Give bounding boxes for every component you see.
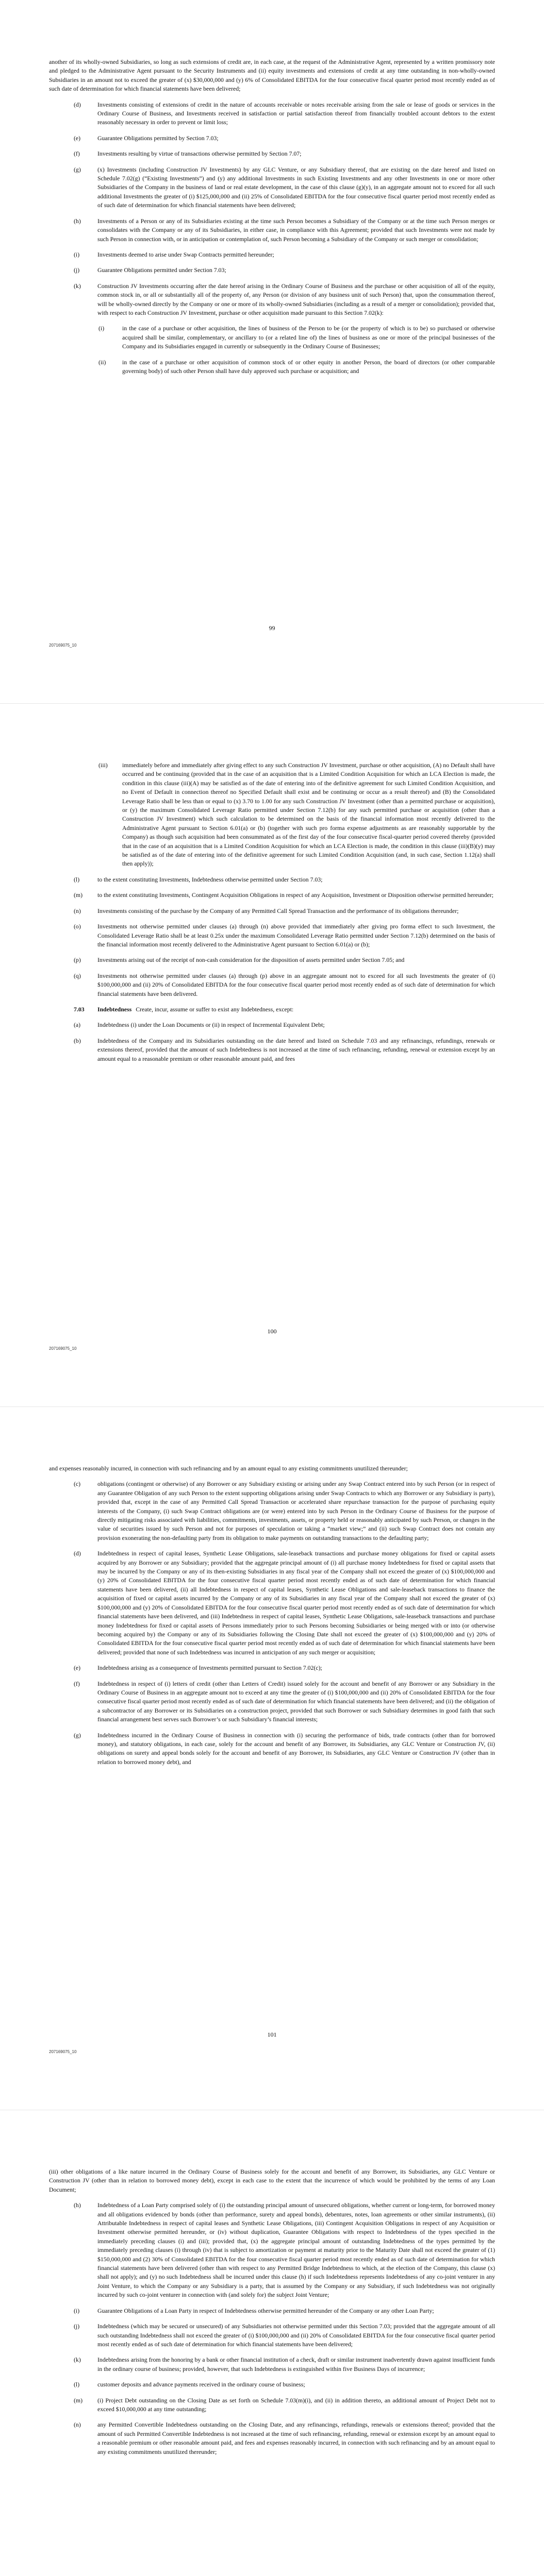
clause-marker: (g): [74, 1731, 81, 1739]
clause-marker: (b): [74, 1037, 81, 1044]
clause-marker: (f): [74, 1680, 80, 1687]
page-body: [49, 58, 495, 382]
document-page: [0, 2110, 544, 2576]
clause-marker: (i): [74, 2307, 80, 2314]
page-body: [49, 2167, 495, 2463]
clause: [74, 2420, 495, 2456]
clause-text: in the case of a purchase or other acquisition, the lines of business of the Person to be (or the property of which is to be) so purchased or otherwise acquired shall be similar, complementary, or ancillary to (or a related line of) the lines of business as one or more of the principal businesses of the Company and its Subsidiaries engaged in currently or subsequently in the Ordinary Course of Businesses;: [122, 325, 495, 350]
clause-text: customer deposits and advance payments received in the ordinary course of business;: [97, 2381, 305, 2388]
document-id-footer: 207169075_10: [49, 643, 77, 648]
clause-marker: (iii): [98, 761, 108, 769]
clause-marker: (i): [98, 325, 105, 332]
clause-text: Indebtedness (which may be secured or unsecured) of any Subsidiaries not otherwise permitted under this Section 7.03; provided that the aggregate amount of all such outstanding Indebtedness shall not exceed the greater of (i) $100,000,000 and (ii) 20% of Consolidated EBITDA for the four consecutive fiscal quarter period most recently ended as of such date of determination for which financial statements have been delivered;: [97, 2323, 495, 2348]
clause-text: Guarantee Obligations permitted under Section 7.03;: [97, 266, 226, 274]
clause-text: in the case of a purchase or other acquisition of common stock of or other equity in another Person, the board of directors (or other comparable governing body) of such other Person shall have duly approved such purchase or acquisition; and: [122, 358, 495, 375]
clause: [74, 165, 495, 210]
clause-text: Investments not otherwise permitted under clauses (a) through (p) above in an aggregate amount not to exceed for all such Investments the greater of (i) $100,000,000 and (ii) 20% of Consolidated EBITDA for the four consecutive fiscal quarter period most recently ended as of such date of determination for which financial statements have been delivered.: [97, 972, 495, 997]
clause-marker: (a): [74, 1021, 81, 1029]
page-number: 101: [267, 2031, 277, 2038]
clause-text: Investments not otherwise permitted under clauses (a) through (n) above provided that immediately after giving pro forma effect to such Investment, the Consolidated Leverage Ratio shall be at least 0.25x under the maximum Consolidated Leverage Ratio permitted under Section 7.12(b) determined on the basis of the financial information most recently delivered to the Administrative Agent pursuant to Section 6.01(a) or (b);: [97, 923, 495, 948]
clause: [74, 1021, 495, 1029]
clause: [74, 956, 495, 964]
document-page: [0, 1406, 544, 2110]
page-divider: [0, 703, 544, 704]
clause-text: Investments of a Person or any of its Subsidiaries existing at the time such Person becomes a Subsidiary of the Company or at the time such Person merges or consolidates with the Company or any of its Subsidiaries, in either case, in compliance with this Agreement; provided that such Investments were not made by such Person in connection with, or in anticipation or contemplation of, such Person becoming a Subsidiary of the Company or such merger or consolidation;: [97, 217, 495, 243]
clause-text: Indebtedness in respect of capital leases, Synthetic Lease Obligations, sale-leaseback transactions and purchase money obligations for fixed or capital assets acquired by any Borrower or any Subsidiary; provided that the aggregate principal amount of (i) all purchase money Indebtedness for fixed or capital assets that may be incurred by the Company or any of its then-existing Subsidiaries in any fiscal year of the Company shall not exceed the greater of (x) $100,000,000 and (y) 20% of Consolidated EBITDA for the four consecutive fiscal quarter period most recently ended as of such date of determination for which financial statements have been delivered, (ii) all Indebtedness in respect of capital leases, Synthetic Lease Obligations and sale-leaseback transactions to finance the acquisition of fixed or capital assets incurred by the Company or any of its Subsidiaries in any fiscal year of the Company shall not exceed the greater of (x) $100,000,000 and (y) 20% of Consolidated EBITDA for the four consecutive fiscal quarter period most recently ended as of such date of determination for which financial statements have been delivered, and (iii) Indebtedness in respect of capital leases, Synthetic Lease Obligations, sale-leaseback transactions and purchase money Indebtedness for fixed or capital assets of Persons immediately prior to such Persons becoming Subsidiaries or being merged with or into (or otherwise becoming acquired by) the Company or any of its Subsidiaries following the Closing Date shall not exceed the greater of (x) $100,000,000 and (y) 20% of Consolidated EBITDA for the four consecutive fiscal quarter period most recently ended as of such date of determination for which financial statements have been delivered; provided that none of such Indebtedness was incurred in anticipation of any such merger or acquisition;: [97, 1550, 495, 1656]
clause: [74, 1549, 495, 1657]
clause: [74, 875, 495, 884]
clause: [74, 149, 495, 158]
clause-marker: (d): [74, 1550, 81, 1557]
clause-text: obligations (contingent or otherwise) of any Borrower or any Subsidiary existing or arising under any Swap Contract entered into by such Person (or in respect of any Guarantee Obligation of any such Person to the extent supporting obligations arising under Swap Contracts to which any Borrower or any Subsidiary is party), provided that, except in the case of any Permitted Call Spread Transaction or accelerated share repurchase transaction for the purpose of purchasing equity interests of the Company, (i) such Swap Contract obligations are (or were) entered into by such Person in the Ordinary Course of Business for the purpose of directly mitigating risks associated with liabilities, commitments, investments, assets, or property held or reasonably anticipated by such Person, or changes in the value of securities issued by such Person and not for purposes of speculation or taking a “market view;” and (ii) such Swap Contract does not contain any provision exonerating the non-defaulting party from its obligation to make payments on outstanding transactions to the defaulting party;: [97, 1480, 495, 1541]
section-lead-in: Create, incur, assume or suffer to exist any Indebtedness, except:: [136, 1005, 294, 1013]
clause-marker: (q): [74, 972, 81, 979]
clause-text: Indebtedness arising from the honoring by a bank or other financial institution of a check, draft or similar instrument inadvertently drawn against insufficient funds in the ordinary course of business; provided, however, that such Indebtedness is extinguished within five Business Days of incurrence;: [97, 2356, 495, 2372]
clause: [74, 1037, 495, 1063]
clause-marker: (f): [74, 150, 80, 158]
clause: [74, 922, 495, 949]
document-id-footer: 207169075_10: [49, 2049, 77, 2054]
clause: [74, 1480, 495, 1543]
page-divider: [0, 1406, 544, 1407]
clause-text: Guarantee Obligations of a Loan Party in respect of Indebtedness otherwise permitted hereunder of the Company or any other Loan Party;: [97, 2307, 434, 2314]
clause-text: Indebtedness in respect of (i) letters of credit (other than Letters of Credit) issued solely for the account and benefit of any Borrower or any Subsidiary in the Ordinary Course of Business in an aggregate amount not to exceed at any time the greater of (i) $100,000,000 and (ii) 20% of Consolidated EBITDA for the four consecutive fiscal quarter period most recently ended as of such date of determination for which financial statements have been delivered; and (ii) the obligation of a subcontractor of any Borrower or its Subsidiaries on a construction project, provided that such Borrower or such Subsidiary determines in good faith that such financial arrangement best serves such Borrower’s or such Subsidiary’s financial interests;: [97, 1680, 495, 1723]
clause-marker: (j): [74, 266, 80, 274]
clause: [74, 2355, 495, 2374]
clause-marker: (n): [74, 907, 81, 914]
clause: [74, 282, 495, 318]
clause-marker: (g): [74, 165, 81, 173]
clause: [74, 1731, 495, 1767]
clause: [74, 907, 495, 916]
clause: [74, 2201, 495, 2299]
sub-clause: [98, 761, 495, 869]
clause: [74, 891, 495, 900]
clause-text: Indebtedness of the Company and its Subsidiaries outstanding on the date hereof and listed on Schedule 7.03 and any refinancings, refundings, renewals or extensions thereof, provided that the amount of such Indebtedness is not increased at the time of such refinancing, refunding, renewal or extension except by an amount equal to a reasonable premium or other reasonable amount paid, and fees: [97, 1037, 495, 1062]
clause: [74, 2396, 495, 2414]
clause-marker: (i): [74, 250, 80, 258]
clause-text: (x) Investments (including Construction JV Investments) by any GLC Venture, or any Subsidiary thereof, that are existing on the date hereof and listed on Schedule 7.02(g) (“Existing Investments”) and (y) any additional Investments in such Existing Investments and any other Investments in one or more other Subsidiaries of the Company in the business of land or real estate development, in the case of this clause (g)(y), in an aggregate amount not to exceed for all such additional Investments the greater of (i) $125,000,000 and (ii) 25% of Consolidated EBITDA for the four consecutive fiscal quarter period most recently ended as of such date of determination for which financial statements have been delivered;: [97, 165, 495, 209]
clause-text: to the extent constituting Investments, Indebtedness otherwise permitted under Section 7.03;: [97, 875, 323, 883]
clause-marker: (e): [74, 1664, 81, 1672]
clause-text: Investments consisting of extensions of credit in the nature of accounts receivable or notes receivable arising from the sale or lease of goods or services in the Ordinary Course of Business, and Investments received in satisfaction or partial satisfaction thereof from financially troubled account debtors to the extent reasonably necessary in order to prevent or limit loss;: [97, 100, 495, 126]
document-page: [0, 703, 544, 1406]
sub-clause: [98, 358, 495, 376]
clause-text: Investments arising out of the receipt of non-cash consideration for the disposition of assets permitted under Section 7.05; and: [97, 956, 405, 964]
clause: [74, 250, 495, 259]
clause-text: Indebtedness arising as a consequence of Investments permitted pursuant to Section 7.02(c);: [97, 1664, 322, 1672]
clause-text: Construction JV Investments occurring after the date hereof arising in the Ordinary Course of Business and the purchase or other acquisition of all of the equity, common stock in, or all or substantially all of the property of, any Person (or division of any business unit of such Person) that, upon the consummation thereof, will be wholly-owned directly by the Company or one or more of its wholly-owned Subsidiaries (including as a result of a merger or consolidation); provided that, with respect to each Construction JV Investment, purchase or other acquisition made pursuant to this Section 7.02(k):: [97, 282, 495, 316]
section-number: 7.03: [74, 1005, 85, 1013]
clause-text: any Permitted Convertible Indebtedness outstanding on the Closing Date, and any refinancings, refundings, renewals or extensions thereof; provided that the amount of such Permitted Convertible Indebtedness is not increased at the time of such refinancing, refunding, renewal or extension except by an amount equal to a reasonable premium or other reasonable amount paid, and fees and expenses reasonably incurred, in connection with such refinancing and by an amount equal to any existing commitments unutilized thereunder;: [97, 2421, 495, 2455]
clause-marker: (l): [74, 2381, 80, 2388]
section-title: Indebtedness: [97, 1005, 132, 1013]
paragraph: another of its wholly-owned Subsidiaries, so long as such extensions of credit are, in each case, at the request of the Administrative Agent, represented by a written promissory note and pledged to the Administrative Agent pursuant to the Security Instruments and (ii) equity investments and extensions of credit at any time outstanding in non-wholly-owned Subsidiaries in an amount not to exceed the greater of (x) $30,000,000 and (y) 6% of Consolidated EBITDA for the four consecutive fiscal quarter period most recently ended as of such date of determination for which financial statements have been delivered;: [49, 58, 495, 93]
document-page: [0, 0, 544, 703]
page-number: 99: [269, 624, 275, 632]
clause-text: Indebtedness of a Loan Party comprised solely of (i) the outstanding principal amount of unsecured obligations, whether current or long-term, for borrowed money and all obligations evidenced by bonds (other than performance, surety and appeal bonds), debentures, notes, loan agreements or other similar instruments), (ii) Attributable Indebtedness in respect of capital leases and Synthetic Lease Obligations, (iii) Contingent Acquisition Obligations in respect of any Acquisition or Investment otherwise permitted hereunder, or (iv) without duplication, Guarantee Obligations with respect to Indebtedness of the types specified in the immediately preceding clauses (i) and (iii); provided that, (x) the aggregate principal amount of outstanding Indebtedness of the types permitted by the immediately preceding clauses (i) through (iv) that is subject to amortization or payment at maturity prior to the Maturity Date shall not exceed the greater of (1) $150,000,000 and (2) 30% of Consolidated EBITDA for the four consecutive fiscal quarter period most recently ended as of such date of determination for which financial statements have been delivered (other than with respect to any Permitted Bridge Indebtedness to which, at the election of the Company, this clause (x) shall not apply); and (y) no such Indebtedness shall be incurred under this clause (h) if such Indebtedness represents Indebtedness of any co-joint venturer in any Joint Venture, to which the Company or any Subsidiary is a party, that is assumed by the Company or any Subsidiary, if such Indebtedness was not originally incurred by such co-joint venturer in connection with (and solely for) the subject Joint Venture;: [97, 2201, 495, 2299]
clause-marker: (e): [74, 134, 81, 142]
clause-marker: (m): [74, 891, 83, 899]
section-heading: [74, 1005, 495, 1014]
paragraph: and expenses reasonably incurred, in connection with such refinancing and by an amount equal to any existing commitments unutilized thereunder;: [49, 1465, 408, 1472]
clause-marker: (m): [74, 2396, 83, 2404]
clause-marker: (j): [74, 2323, 80, 2330]
clause-text: immediately before and immediately after giving effect to any such Construction JV Investment, purchase or other acquisition, (A) no Default shall have occurred and be continuing (provided that in the case of an acquisition that is a Limited Condition Acquisition for which an LCA Election is made, the condition in this clause (iii)(A) may be satisfied as of the date of entering into of the definitive agreement for such Limited Condition Acquisition, and no Event of Default in connection thereof no Specified Default shall exist and be continuing or occur as a result thereof) and (B) the Consolidated Leverage Ratio shall be less than or equal to (x) 3.70 to 1.00 for any such Construction JV Investment (other than a permitted purchase or acquisition), or (y) the maximum Consolidated Leverage Ratio permitted under Section 7.12(b) for any such permitted purchase or acquisition (other than a Construction JV Investment) which such calculation to be determined on the basis of the financial information most recently delivered to the Administrative Agent pursuant to Section 6.01(a) or (b) (together with such pro forma expense adjustments as are reasonably supportable by the Company) as though such acquisition had been consummated as of the first day of the four consecutive fiscal-quarter period covered thereby (provided that in the case of an acquisition that is a Limited Condition Acquisition for which an LCA Election is made, the condition in this clause (iii)(B)(y) may be satisfied as of the date of entering into of the definitive agreement for such Limited Condition Acquisition (and, in such case, Section 1.12(a) shall then apply));: [122, 761, 495, 868]
page-body: [49, 761, 495, 1070]
clause: [74, 1664, 495, 1672]
clause-text: Indebtedness (i) under the Loan Documents or (ii) in respect of Incremental Equivalent Debt;: [97, 1021, 325, 1029]
clause-marker: (h): [74, 217, 81, 225]
sub-clause: [98, 324, 495, 351]
clause-text: Guarantee Obligations permitted by Section 7.03;: [97, 134, 219, 142]
clause-text: Investments deemed to arise under Swap Contracts permitted hereunder;: [97, 250, 274, 258]
clause: [74, 1680, 495, 1724]
clause-text: (i) Project Debt outstanding on the Closing Date as set forth on Schedule 7.03(m)(i), and (ii) in addition thereto, an additional amount of Project Debt not to exceed $10,000,000 at any time outstanding;: [97, 2396, 495, 2413]
clause-text: Investments resulting by virtue of transactions otherwise permitted by Section 7.07;: [97, 150, 302, 158]
clause: [74, 2307, 495, 2315]
clause-marker: (l): [74, 875, 80, 883]
paragraph: (iii) other obligations of a like nature incurred in the Ordinary Course of Business solely for the account and benefit of any Borrower, its Subsidiaries, any GLC Venture or Construction JV (other than in relation to borrowed money debt), except in each case to the extent that the incurrence of which would be prohibited by the terms of any Loan Document;: [49, 2168, 495, 2193]
clause-marker: (c): [74, 1480, 81, 1488]
clause-marker: (k): [74, 282, 81, 290]
document-id-footer: 207169075_10: [49, 1346, 77, 1351]
clause: [74, 134, 495, 143]
clause-marker: (o): [74, 923, 81, 930]
clause-text: Indebtedness incurred in the Ordinary Course of Business in connection with (i) securing the performance of bids, trade contracts (other than for borrowed money), and statutory obligations, in each case, solely for the account and benefit of any Borrower, its Subsidiaries, any GLC Venture or Construction JV, (ii) obligations on surety and appeal bonds solely for the account and benefit of any Borrower, its Subsidiaries, any GLC Venture or Construction JV (other than in relation to borrowed money debt), and: [97, 1731, 495, 1766]
clause-marker: (ii): [98, 358, 106, 366]
clause-marker: (k): [74, 2356, 81, 2364]
clause: [74, 217, 495, 244]
clause: [74, 266, 495, 275]
clause-marker: (p): [74, 956, 81, 964]
clause-marker: (h): [74, 2201, 81, 2209]
clause-marker: (d): [74, 100, 81, 108]
clause-marker: (n): [74, 2421, 81, 2429]
clause: [74, 100, 495, 127]
clause-text: Investments consisting of the purchase by the Company of any Permitted Call Spread Transaction and the performance of its obligations thereunder;: [97, 907, 459, 914]
clause: [74, 972, 495, 998]
page-number: 100: [267, 1328, 277, 1335]
clause: [74, 2322, 495, 2349]
clause: [74, 2380, 495, 2389]
page-body: [49, 1464, 495, 1773]
clause-text: to the extent constituting Investments, Contingent Acquisition Obligations in respect of any Acquisition, Investment or Disposition otherwise permitted hereunder;: [97, 891, 493, 899]
